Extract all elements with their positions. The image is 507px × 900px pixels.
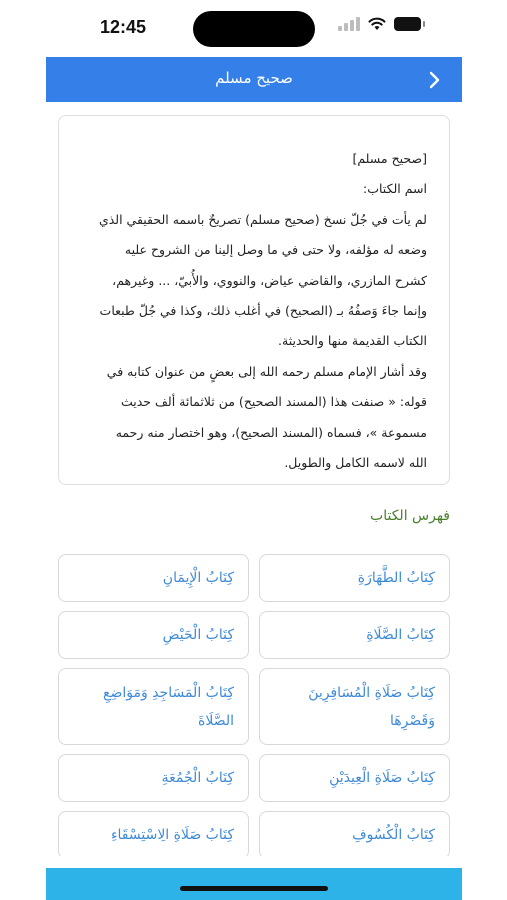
book-tile-label: كِتَابُ الْحَيْضِ (162, 627, 234, 643)
book-tile-iman[interactable] (58, 554, 249, 602)
book-tile-eidayn[interactable] (259, 754, 450, 802)
book-index-grid (58, 554, 450, 856)
index-section-title: فهرس الكتاب (370, 508, 450, 524)
description-line: وضعه له مؤلفه، ولا حتى في ما وصل إلينا من الشروح عليه (124, 242, 427, 258)
status-time: 12:45 (100, 17, 147, 37)
status-bar (0, 0, 507, 57)
book-tile-label: كِتَابُ الْإِيمَانِ (162, 570, 234, 586)
book-tile-salah[interactable] (259, 611, 450, 659)
signal-icon (338, 17, 360, 31)
wifi-icon (368, 17, 386, 31)
book-tile-label: كِتَابُ صَلَاةِ الِاسْتِسْقَاءِ (110, 827, 234, 843)
book-tile-label: كِتَابُ الْجُمُعَةِ (161, 770, 234, 786)
book-tile-label: كِتَابُ صَلَاةِ الْمُسَافِرِينَ وَقَصْرِهَا (308, 684, 435, 729)
description-line: وقد أشار الإمام مسلم رحمه الله إلى بعضٍ من عنوان كتابه في (106, 363, 427, 379)
book-description-text (77, 144, 427, 478)
book-tile-istisqa[interactable] (58, 811, 249, 856)
description-line: قوله: « صنفت هذا (المسند الصحيح) من ثلاثمائة ألف حديث (120, 394, 427, 410)
book-tile-masajid[interactable] (58, 668, 249, 745)
description-line: الكتاب القديمة منها والحديثة. (278, 333, 427, 349)
page-title: صحيح مسلم (215, 69, 293, 87)
book-tile-label: كِتَابُ صَلَاةِ الْعِيدَيْنِ (329, 770, 435, 786)
book-tile-taharah[interactable] (259, 554, 450, 602)
dynamic-island (193, 11, 315, 47)
status-icons (338, 17, 421, 31)
book-tile-label: كِتَابُ الْكُسُوفِ (352, 827, 435, 843)
book-tile-label: كِتَابُ الطَّهَارَةِ (357, 570, 435, 586)
book-tile-label: كِتَابُ الصَّلَاةِ (366, 627, 435, 643)
battery-icon (394, 17, 421, 31)
book-tile-musafirin[interactable] (259, 668, 450, 745)
description-line: لم يأت في جُلّ نسخ (صحيح مسلم) تصريحٌ باسمه الحقيقي الذي (98, 211, 427, 227)
description-line: اسم الكتاب: (363, 181, 427, 197)
book-tile-jumuah[interactable] (58, 754, 249, 802)
top-app-bar (46, 57, 462, 102)
description-line: الله لاسمه الكامل والطويل. (284, 455, 427, 471)
bottom-bar (46, 868, 462, 900)
description-line: مسموعة »، فسماه (المسند الصحيح)، وهو اختصار منه رحمه (115, 424, 427, 440)
home-indicator[interactable] (180, 886, 328, 891)
book-tile-kusuf[interactable] (259, 811, 450, 856)
description-line: كشرح المازري، والقاضي عياض، والنووي، والأُبيّ، ... وغيرهم، (112, 272, 427, 288)
description-line: [صحيح مسلم] (352, 151, 427, 166)
chevron-right-icon (429, 71, 441, 89)
book-tile-label: كِتَابُ الْمَسَاجِدِ وَمَوَاضِعِ الصَّلَاةَ (103, 684, 234, 729)
book-description-card (58, 115, 450, 485)
book-tile-hayd[interactable] (58, 611, 249, 659)
back-button[interactable] (418, 63, 452, 97)
description-line: وإنما جاءَ وَصفُهُ بـ (الصحيح) في أغلب ذلك، وكذا في جُلّ طبعات (99, 303, 427, 319)
